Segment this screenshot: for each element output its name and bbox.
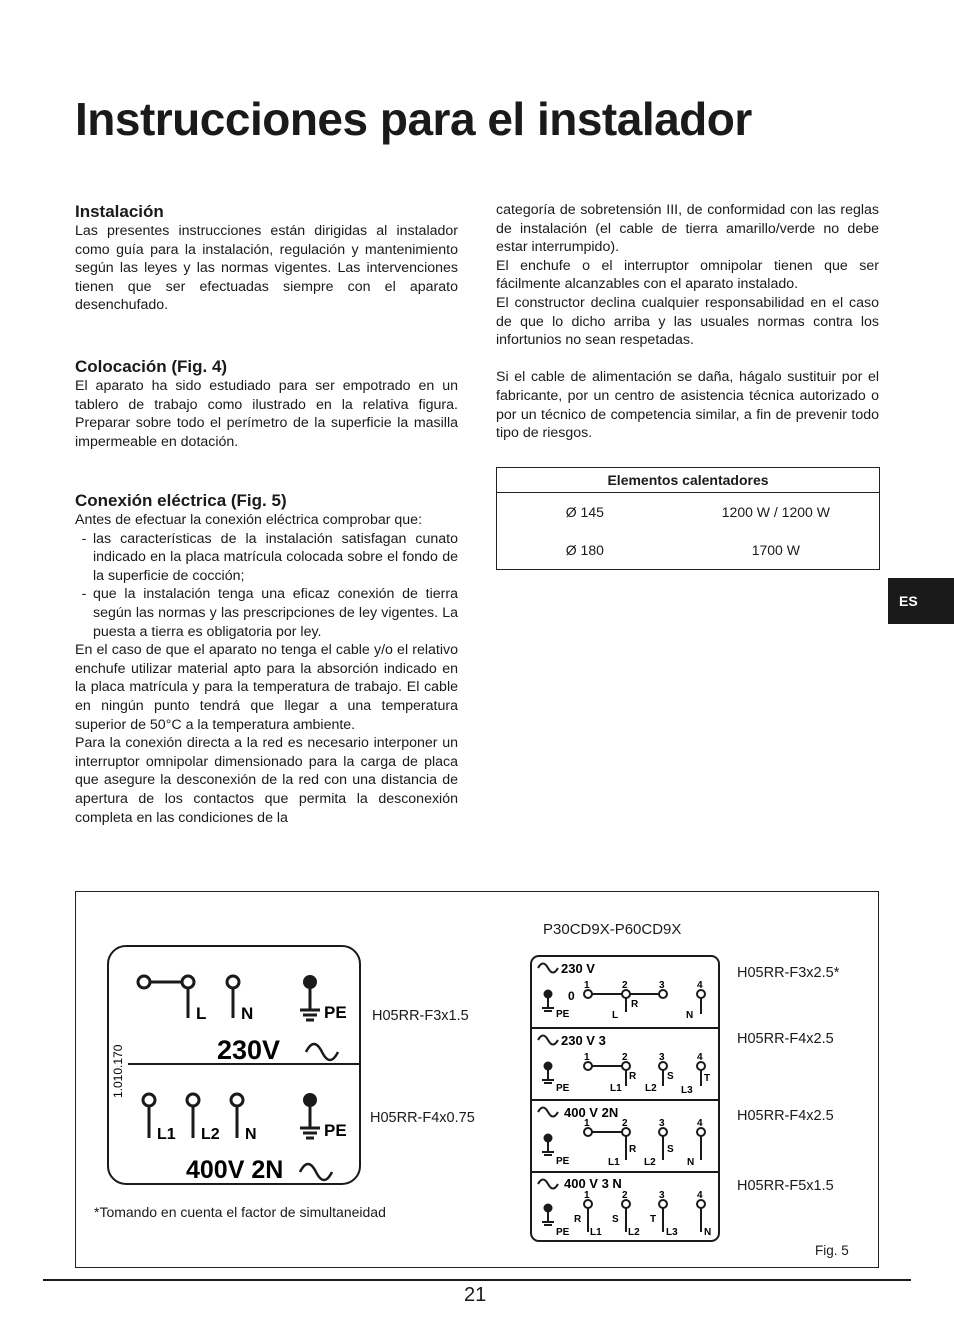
voltage-label: 400 V 2N bbox=[564, 1105, 619, 1120]
terminal-number: 3 bbox=[659, 1190, 665, 1201]
section-heading-instalacion: Instalación bbox=[75, 202, 164, 221]
part-code: 1.010.170 bbox=[111, 1044, 125, 1098]
voltage-label: 230 V 3 bbox=[561, 1033, 606, 1048]
terminal-number: 2 bbox=[622, 980, 628, 991]
terminal-label: N bbox=[704, 1227, 712, 1238]
footer-rule bbox=[43, 1279, 911, 1281]
table-cell-power: 1700 W bbox=[751, 542, 800, 558]
terminal-label: R bbox=[574, 1214, 582, 1225]
voltage-label: 230V bbox=[217, 1035, 281, 1065]
ac-symbol-icon bbox=[306, 1044, 338, 1060]
terminal-label: L2 bbox=[201, 1126, 220, 1143]
terminal-label: N bbox=[686, 1010, 694, 1021]
terminal-label: PE bbox=[556, 1156, 570, 1167]
terminal-number: 1 bbox=[584, 1190, 590, 1201]
terminal-number: 2 bbox=[622, 1190, 628, 1201]
table-cell-power: 1200 W / 1200 W bbox=[721, 504, 830, 520]
terminal-label: PE bbox=[556, 1227, 570, 1238]
ac-symbol-icon bbox=[538, 1180, 558, 1189]
terminal-label: L1 bbox=[610, 1083, 622, 1094]
right-para3: El constructor declina cualquier responsabilidad en el caso de que lo dicho arriba y las usuales normas contra los infortunios no sean respetadas. bbox=[496, 294, 879, 349]
bullet-text: las características de la instalación satisfagan cunato indicado en la placa matrícula colocada sobre el fondo de la superficie de cocción; bbox=[93, 530, 458, 584]
terminal-label: R bbox=[629, 1071, 637, 1082]
voltage-label: 230 V bbox=[561, 961, 595, 976]
right-para4: Si el cable de alimentación se daña, hágalo sustituir por el fabricante, por un centro de asistencia técnica autorizado o por un técnico de competencia similar, a fin de prevenir todo tipo de riesgos. bbox=[496, 369, 879, 442]
terminal-number: 3 bbox=[659, 980, 665, 991]
left-column-conexion bbox=[75, 491, 458, 827]
table-header: Elementos calentadores bbox=[497, 468, 880, 493]
terminal-label: S bbox=[667, 1144, 674, 1155]
terminal-label: T bbox=[704, 1073, 711, 1084]
terminal-label: L bbox=[612, 1010, 619, 1021]
colocacion-text: El aparato ha sido estudiado para ser empotrado en un tablero de trabajo como ilustrado en la relativa figura. Preparar sobre todo el perímetro de la superficie la masilla impermeable en dotación. bbox=[75, 378, 458, 450]
terminal-number: 3 bbox=[659, 1118, 665, 1129]
terminal-label: L1 bbox=[590, 1227, 602, 1238]
terminal-label: PE bbox=[324, 1003, 347, 1022]
right-wiring-diagrams bbox=[528, 952, 724, 1244]
terminal-label: PE bbox=[324, 1121, 347, 1140]
left-column-colocacion bbox=[75, 357, 458, 451]
heating-elements-table bbox=[496, 467, 880, 570]
bullet-text: que la instalación tenga una eficaz conexión de tierra según las normas y las prescripciones de ley vigentes. La puesta a tierra es obligatoria por ley. bbox=[93, 586, 458, 640]
right-para2: El enchufe o el interruptor omnipolar tienen que ser fácilmente alcanzables con el aparato instalado. bbox=[496, 257, 879, 293]
cable-label: H05RR-F3x1.5 bbox=[372, 1008, 469, 1024]
language-tab: ES bbox=[888, 578, 954, 624]
ac-symbol-icon bbox=[538, 1036, 558, 1045]
terminal-number: 3 bbox=[659, 1052, 665, 1063]
list-item bbox=[75, 530, 458, 586]
page-title: Instrucciones para el instalador bbox=[75, 93, 752, 145]
terminal-label: T bbox=[650, 1214, 657, 1225]
cable-label: H05RR-F3x2.5* bbox=[737, 965, 840, 981]
conexion-para2: Para la conexión directa a la red es necesario interponer un interruptor omnipolar dimensionado para la carga de placa que asegure la desconexión de la red con una distancia de apertura de los contactos que permita la desconexión completa en las condiciones de la bbox=[75, 735, 458, 826]
table-cell-size: Ø 145 bbox=[565, 504, 604, 520]
terminal-number: 1 bbox=[584, 980, 590, 991]
terminal-label: N bbox=[241, 1004, 254, 1023]
list-item bbox=[75, 585, 458, 641]
ac-symbol-icon bbox=[538, 964, 558, 973]
right-column bbox=[496, 201, 879, 443]
left-column bbox=[75, 202, 458, 315]
terminal-number: 4 bbox=[697, 1118, 703, 1129]
figure-caption: Fig. 5 bbox=[815, 1243, 849, 1258]
figure-note: *Tomando en cuenta el factor de simultaneidad bbox=[94, 1204, 386, 1220]
cable-label: H05RR-F4x2.5 bbox=[737, 1031, 834, 1047]
table-row bbox=[497, 531, 880, 570]
instalacion-text: Las presentes instrucciones están dirigidas al instalador como guía para la instalación, regulación y mantenimiento según las leyes y las normas vigentes. Las intervenciones tienen que ser efectuadas siempre con el aparato desenchufado. bbox=[75, 223, 458, 314]
terminal-label: L bbox=[196, 1004, 207, 1023]
terminal-label: R bbox=[631, 999, 639, 1010]
terminal-label: 0 bbox=[568, 989, 575, 1003]
terminal-number: 1 bbox=[584, 1118, 590, 1129]
cable-label: H05RR-F4x2.5 bbox=[737, 1108, 834, 1124]
terminal-label: PE bbox=[556, 1009, 570, 1020]
terminal-number: 2 bbox=[622, 1052, 628, 1063]
terminal-label: L1 bbox=[608, 1157, 620, 1168]
table-cell-size: Ø 180 bbox=[565, 542, 604, 558]
right-para1: categoría de sobretensión III, de conformidad con las reglas de instalación (el cable de tierra amarillo/verde no debe estar interrumpido). bbox=[496, 202, 879, 256]
terminal-label: S bbox=[612, 1214, 619, 1225]
ac-symbol-icon bbox=[538, 1108, 558, 1117]
table-row bbox=[497, 493, 880, 532]
terminal-label: PE bbox=[556, 1083, 570, 1094]
voltage-label: 400V 2N bbox=[186, 1156, 284, 1184]
model-label: P30CD9X-P60CD9X bbox=[543, 921, 682, 938]
terminal-number: 1 bbox=[584, 1052, 590, 1063]
terminal-label: L2 bbox=[628, 1227, 640, 1238]
terminal-label: N bbox=[245, 1126, 257, 1143]
terminal-label: N bbox=[687, 1157, 695, 1168]
conexion-intro: Antes de efectuar la conexión eléctrica comprobar que: bbox=[75, 512, 423, 528]
terminal-label: L3 bbox=[681, 1085, 693, 1096]
terminal-label: S bbox=[667, 1071, 674, 1082]
bullet-marker: - bbox=[81, 530, 87, 547]
bullet-marker: - bbox=[81, 586, 87, 603]
cable-label: H05RR-F4x0.75 bbox=[370, 1110, 475, 1126]
section-heading-colocacion: Colocación (Fig. 4) bbox=[75, 357, 228, 376]
spacer bbox=[496, 350, 879, 369]
voltage-label: 400 V 3 N bbox=[564, 1176, 622, 1191]
terminal-number: 4 bbox=[697, 980, 703, 991]
terminal-label: R bbox=[629, 1144, 637, 1155]
terminal-label: L3 bbox=[666, 1227, 678, 1238]
terminal-label: L2 bbox=[645, 1083, 657, 1094]
left-wiring-diagram bbox=[100, 940, 370, 1190]
terminal-number: 2 bbox=[622, 1118, 628, 1129]
ac-symbol-icon bbox=[300, 1164, 332, 1180]
conexion-para1: En el caso de que el aparato no tenga el cable y/o el relativo enchufe utilizar material apto para la absorción indicado en la placa matrícula y para la temperatura de trabajo. El cable en ningún punto tendrá que llegar a una temperatura superior de 50°C a la temperatura ambiente. bbox=[75, 642, 458, 733]
section-heading-conexion: Conexión eléctrica (Fig. 5) bbox=[75, 491, 287, 510]
cable-label: H05RR-F5x1.5 bbox=[737, 1178, 834, 1194]
terminal-label: L2 bbox=[644, 1157, 656, 1168]
page-number: 21 bbox=[464, 1284, 487, 1306]
terminal-label: L1 bbox=[157, 1126, 176, 1143]
terminal-number: 4 bbox=[697, 1190, 703, 1201]
terminal-number: 4 bbox=[697, 1052, 703, 1063]
table-header-row bbox=[497, 468, 880, 493]
